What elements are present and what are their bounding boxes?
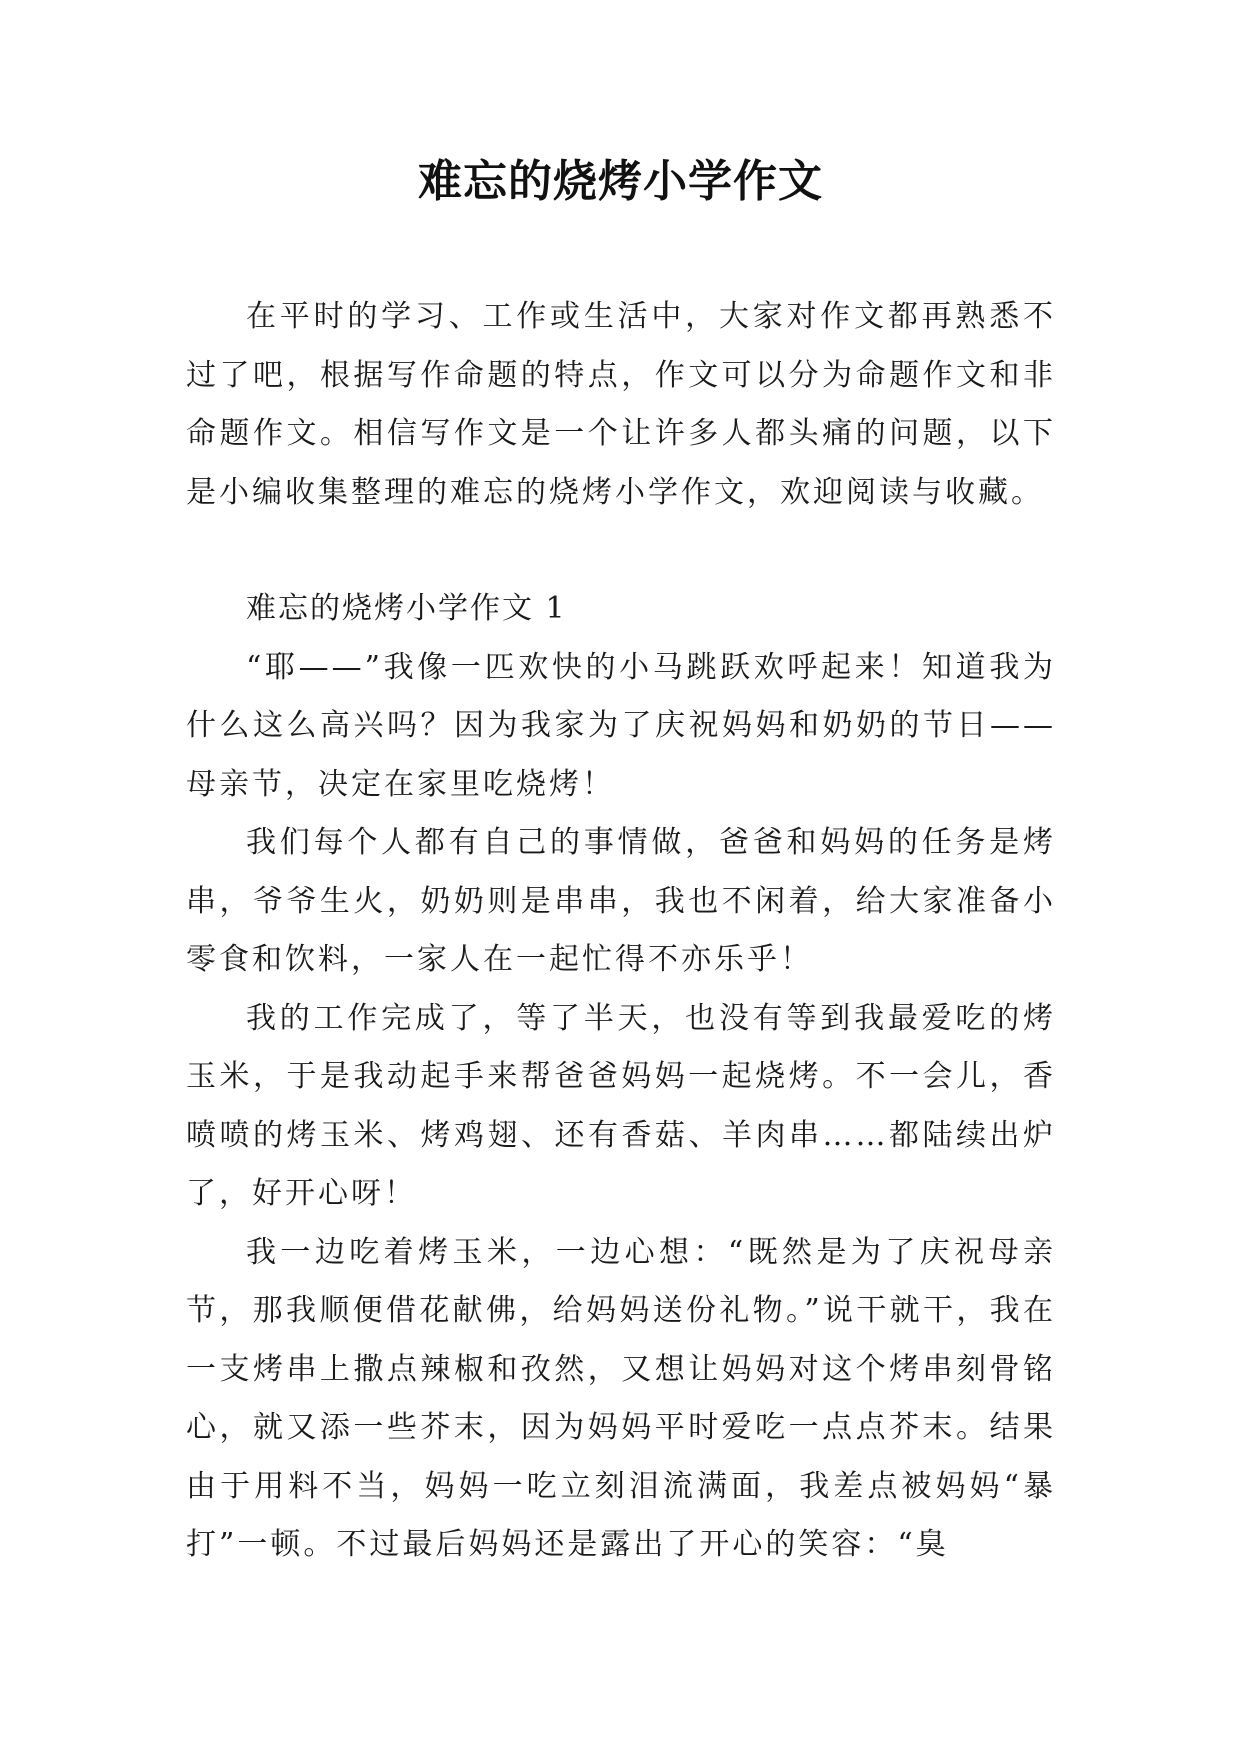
body-paragraph: 我一边吃着烤玉米，一边心想：“既然是为了庆祝母亲节，那我顺便借花献佛，给妈妈送份礼物。”说干就干，我在一支烤串上撒点辣椒和孜然，又想让妈妈对这个烤串刻骨铭心，就又添一些芥末，因为妈妈平时爱吃一点点芥末。结果由于用料不当，妈妈一吃立刻泪流满面，我差点被妈妈“暴打”一顿。不过最后妈妈还是露出了开心的笑容：“臭: [186, 1234, 1056, 1562]
body-paragraph: 我们每个人都有自己的事情做，爸爸和妈妈的任务是烤串，爷爷生火，奶奶则是串串，我也不闲着，给大家准备小零食和饮料，一家人在一起忙得不亦乐乎！: [186, 825, 1056, 977]
body-paragraph: 我的工作完成了，等了半天，也没有等到我最爱吃的烤玉米，于是我动起手来帮爸爸妈妈一起烧烤。不一会儿，香喷喷的烤玉米、烤鸡翅、还有香菇、羊肉串……都陆续出炉了，好开心呀！: [186, 1000, 1056, 1211]
section-heading: 难忘的烧烤小学作文 1: [246, 591, 567, 626]
document-title: 难忘的烧烤小学作文: [418, 156, 823, 207]
intro-paragraph: 在平时的学习、工作或生活中，大家对作文都再熟悉不过了吧，根据写作命题的特点，作文可以分为命题作文和非命题作文。相信写作文是一个让许多人都头痛的问题，以下是小编收集整理的难忘的烧烤小学作文，欢迎阅读与收藏。: [186, 299, 1056, 510]
spacer: [186, 522, 1056, 580]
body-paragraph: “耶——”我像一匹欢快的小马跳跃欢呼起来！知道我为什么这么高兴吗？因为我家为了庆祝妈妈和奶奶的节日——母亲节，决定在家里吃烧烤！: [186, 649, 1056, 802]
document-body: [186, 288, 1056, 1575]
